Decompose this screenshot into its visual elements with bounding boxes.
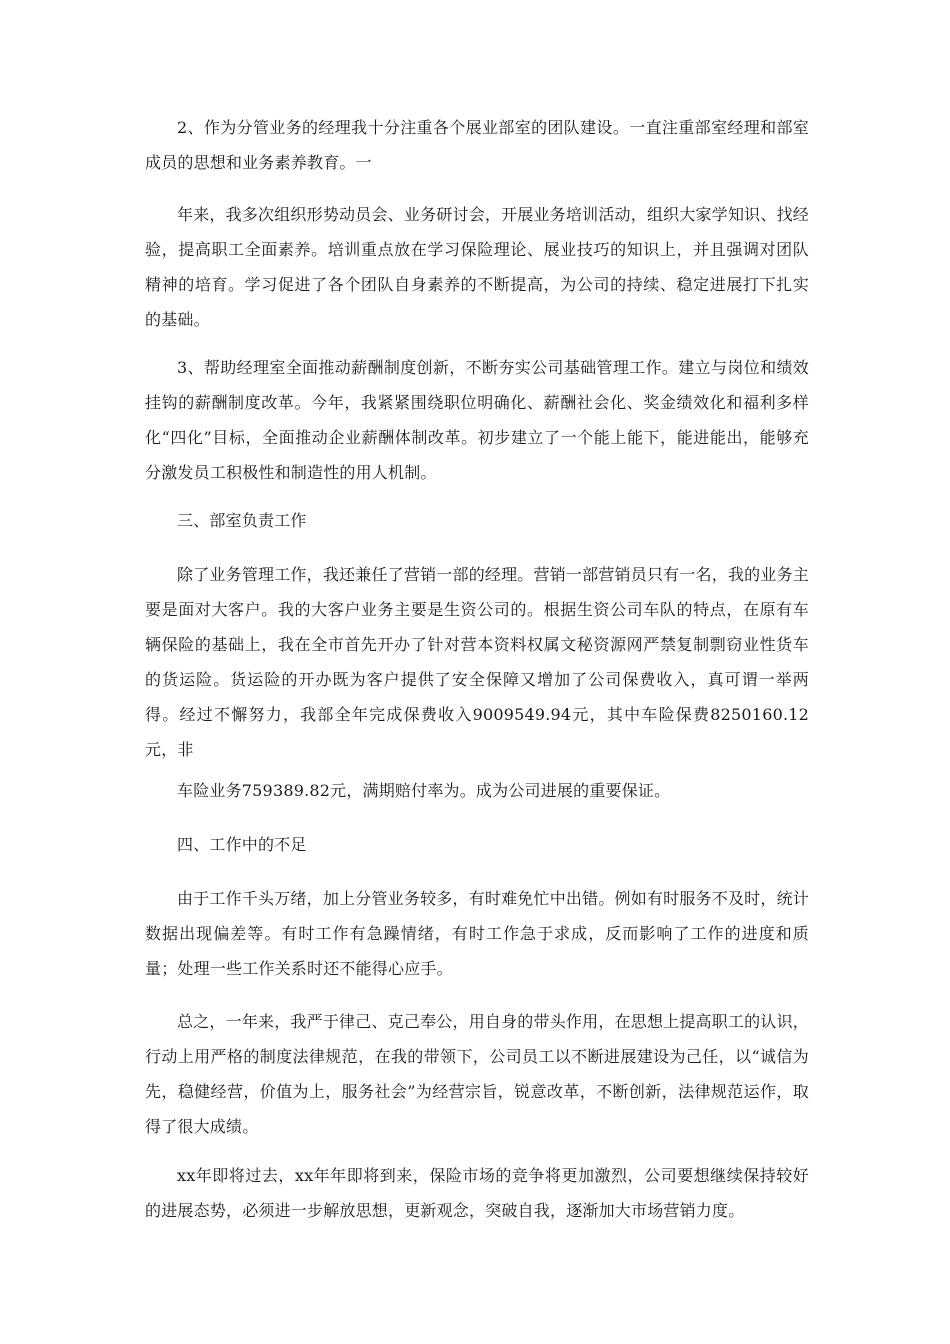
heading-shortcomings: 四、工作中的不足 [177, 835, 307, 854]
paragraph-shortcomings: 由于工作千头万绪，加上分管业务较多，有时难免忙中出错。例如有时服务不及时，统计数据出现偏差等。有时工作有急躁情绪，有时工作急于求成，反而影响了工作的进度和质量；处理一些工作关系时还不能得心应手。 [145, 889, 809, 978]
paragraph-non-auto-insurance: 车险业务759389.82元，满期赔付率为。成为公司进展的重要保证。 [177, 781, 671, 800]
paragraph-training: 年来，我多次组织形势动员会、业务研讨会，开展业务培训活动，组织大家学知识、找经验，提高职工全面素养。培训重点放在学习保险理论、展业技巧的知识上，并且强调对团队精神的培育。学习促进了各个团队自身素养的不断提高，为公司的持续、稳定进展打下扎实的基础。 [145, 205, 809, 329]
paragraph-salary-reform: 3、帮助经理室全面推动薪酬制度创新，不断夯实公司基础管理工作。建立与岗位和绩效挂钩的薪酬制度改革。今年，我紧紧围绕职位明确化、薪酬社会化、奖金绩效化和福利多样化“四化”目标，全面推动企业薪酬体制改革。初步建立了一个能上能下，能进能出，能够充分激发员工积极性和制造性的用人机制。 [145, 358, 809, 482]
paragraph-outlook: xx年即将过去，xx年年即将到来，保险市场的竞争将更加激烈，公司要想继续保持较好的进展态势，必须进一步解放思想，更新观念，突破自我，逐渐加大市场营销力度。 [145, 1166, 809, 1220]
paragraph-summary: 总之，一年来，我严于律己、克己奉公，用自身的带头作用，在思想上提高职工的认识，行动上用严格的制度法律规范，在我的带领下，公司员工以不断进展建设为己任，以“诚信为先，稳健经营，价值为上，服务社会”为经营宗旨，锐意改革，不断创新，法律规范运作，取得了很大成绩。 [145, 1012, 809, 1136]
heading-department-work: 三、部室负责工作 [177, 511, 307, 530]
paragraph-team-building: 2、作为分管业务的经理我十分注重各个展业部室的团队建设。一直注重部室经理和部室成员的思想和业务素养教育。一 [145, 118, 809, 172]
paragraph-sales-department: 除了业务管理工作，我还兼任了营销一部的经理。营销一部营销员只有一名，我的业务主要是面对大客户。我的大客户业务主要是生资公司的。根据生资公司车队的特点，在原有车辆保险的基础上，我在全市首先开办了针对营本资料权属文秘资源网严禁复制剽窃业性货车的货运险。货运险的开办既为客户提供了安全保障又增加了公司保费收入，真可谓一举两得。经过不懈努力，我部全年完成保费收入9009549.94元，其中车险保费8250160.12元，非 [145, 565, 809, 759]
